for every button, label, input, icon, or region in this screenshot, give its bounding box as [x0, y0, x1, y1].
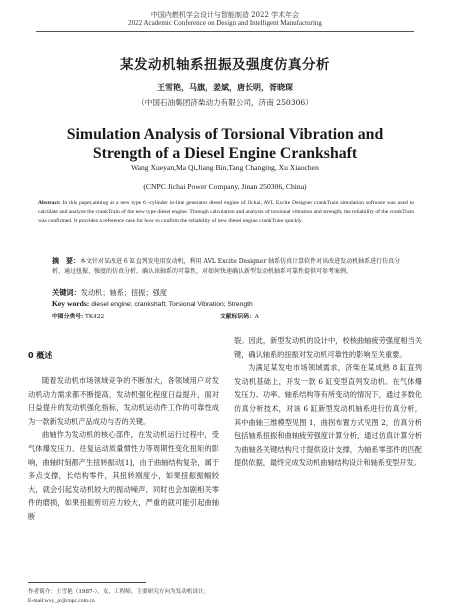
affiliation-cn: （中国石油集团济柴动力有限公司，济南 250306）	[137, 98, 313, 107]
document-code	[220, 311, 259, 320]
title-cn: 某发动机轴系扭振及强度仿真分析	[120, 57, 330, 73]
paragraph: 随着发动机市场领域竞争的不断加大，各领域用户对发动机动力需求都不断提高，发动机强化程度日益提升，面对日益提升的发动机强化指标，发动机运动件工作的可靠性成为一款新发动机产品成功与否的关键。	[28, 376, 219, 426]
body-column-left	[28, 349, 219, 524]
paragraph: 曲轴作为发动机的核心部件，在发动机运行过程中，受气体爆发压力、往复运动质量惯性力等周期性变化扭矩的影响，曲轴时刻都产生扭转振动[1]，由于曲轴结构复杂，属于多点支撑，长结构零件，其扭转刚度小，如果扭振振幅较大，就会引起发动机较大的振动噪声，同时也会加剧相关零件的磨损，如果扭振剪切应力较大，严重的就可能引起曲轴断	[28, 430, 219, 521]
clc-value: TK422	[83, 314, 105, 320]
abstract-cn-label: 摘 要：	[52, 256, 80, 265]
abstract-cn	[52, 256, 410, 276]
section-heading: 0 概述	[28, 351, 53, 360]
keywords-en	[52, 299, 410, 308]
footnote-email: E-mail:wxy_jc@cnpc.com.cn	[28, 598, 95, 604]
doc-value: A	[254, 314, 259, 320]
abstract-en	[38, 199, 414, 226]
conference-header-cn: 中国内燃机学会设计与智能制造 2022 学术年会	[150, 11, 300, 19]
doc-label: 文献标识码：	[220, 314, 255, 320]
body-column-right	[234, 334, 422, 470]
footnote-author: 作者简介：王雪艳（1987-），女，工程师，主要研究方向为发动机设计。	[28, 589, 210, 595]
title-en-line2: Strength of a Diesel Engine Crankshaft	[92, 145, 358, 162]
conference-header-en: 2022 Academic Conference on Design and Intelligent Manufacturing	[128, 19, 322, 27]
abstract-en-text: In this paper,aiming at a new type 6 -cylinder in-line generator diesel engine of Jichai, AVL Excite Designer crankTrain simulation software was used to calcülate and analyze the crankTrain of the new type diesel engine. Through calculation and analysis of torsional vibration and strength, the reliability of the crankTrain was confirmed. It provides a reference case for how to confirm the reliability of new diesel engine crankTrain quickly.	[38, 200, 414, 224]
title-en	[0, 125, 450, 163]
authors-en: Wang Xueyan,Ma Qi,Jiang Bin,Tang Changing, Xu Xiaochen	[131, 163, 319, 172]
keywords-cn-text: 发动机；轴系；扭振；强度	[80, 288, 168, 297]
keywords-en-label: Key words:	[52, 299, 90, 308]
affiliation-en: (CNPC Jichai Power Company, Jinan 250306, China)	[143, 182, 307, 191]
header-rule	[36, 31, 414, 32]
paragraph: 裂。因此，新型发动机的设计中，校核曲轴疲劳强度相当关键，确认轴系的扭振对发动机可靠性的影响至关重要。	[234, 336, 422, 359]
abstract-en-label: Abstract:	[38, 200, 61, 206]
paragraph: 为满足某发电市场领域需求，济柴在某成熟 8 缸直列发动机基础上，开发一款 6 缸变型直列发动机。在气体爆发压力、功率、轴系结构等有所变动的情况下，通过多数化仿真分析技术，对该 6 缸新型发动机轴系进行仿真分析，其中曲轴三维模型见图 1，曲拐布置方式见图 2，仿真分析包括轴系扭振和曲轴疲劳强度计算分析，通过仿真计算分析为曲轴各关键结构尺寸提供设计支撑，为轴系零部件的匹配提供依据，最终完成发动机曲轴结构设计和轴系变型开发。	[234, 363, 422, 468]
footnote-rule	[28, 582, 146, 583]
keywords-en-text: diesel engine; crankshaft; Torsional Vibration; Strength	[89, 301, 253, 308]
keywords-cn-label: 关键词：	[52, 288, 81, 297]
clc-label: 中图分类号:	[52, 314, 84, 320]
clc-number	[52, 311, 104, 320]
keywords-cn	[52, 287, 410, 298]
title-en-line1: Simulation Analysis of Torsional Vibration and	[66, 126, 384, 143]
authors-cn: 王雪艳，马旗，姜斌，唐长明，胥晓琛	[157, 82, 293, 92]
abstract-cn-text: 本文针对某改进 6 缸直列发电用发动机，利用 AVL Excite Designer 轴系仿真计算软件对该改进发动机轴系进行仿真分析，通过扭振、强度的仿真分析，确认该轴系的可靠性，对如何快速确认新型发动机轴系可靠性提供可参考案例。	[52, 258, 401, 275]
